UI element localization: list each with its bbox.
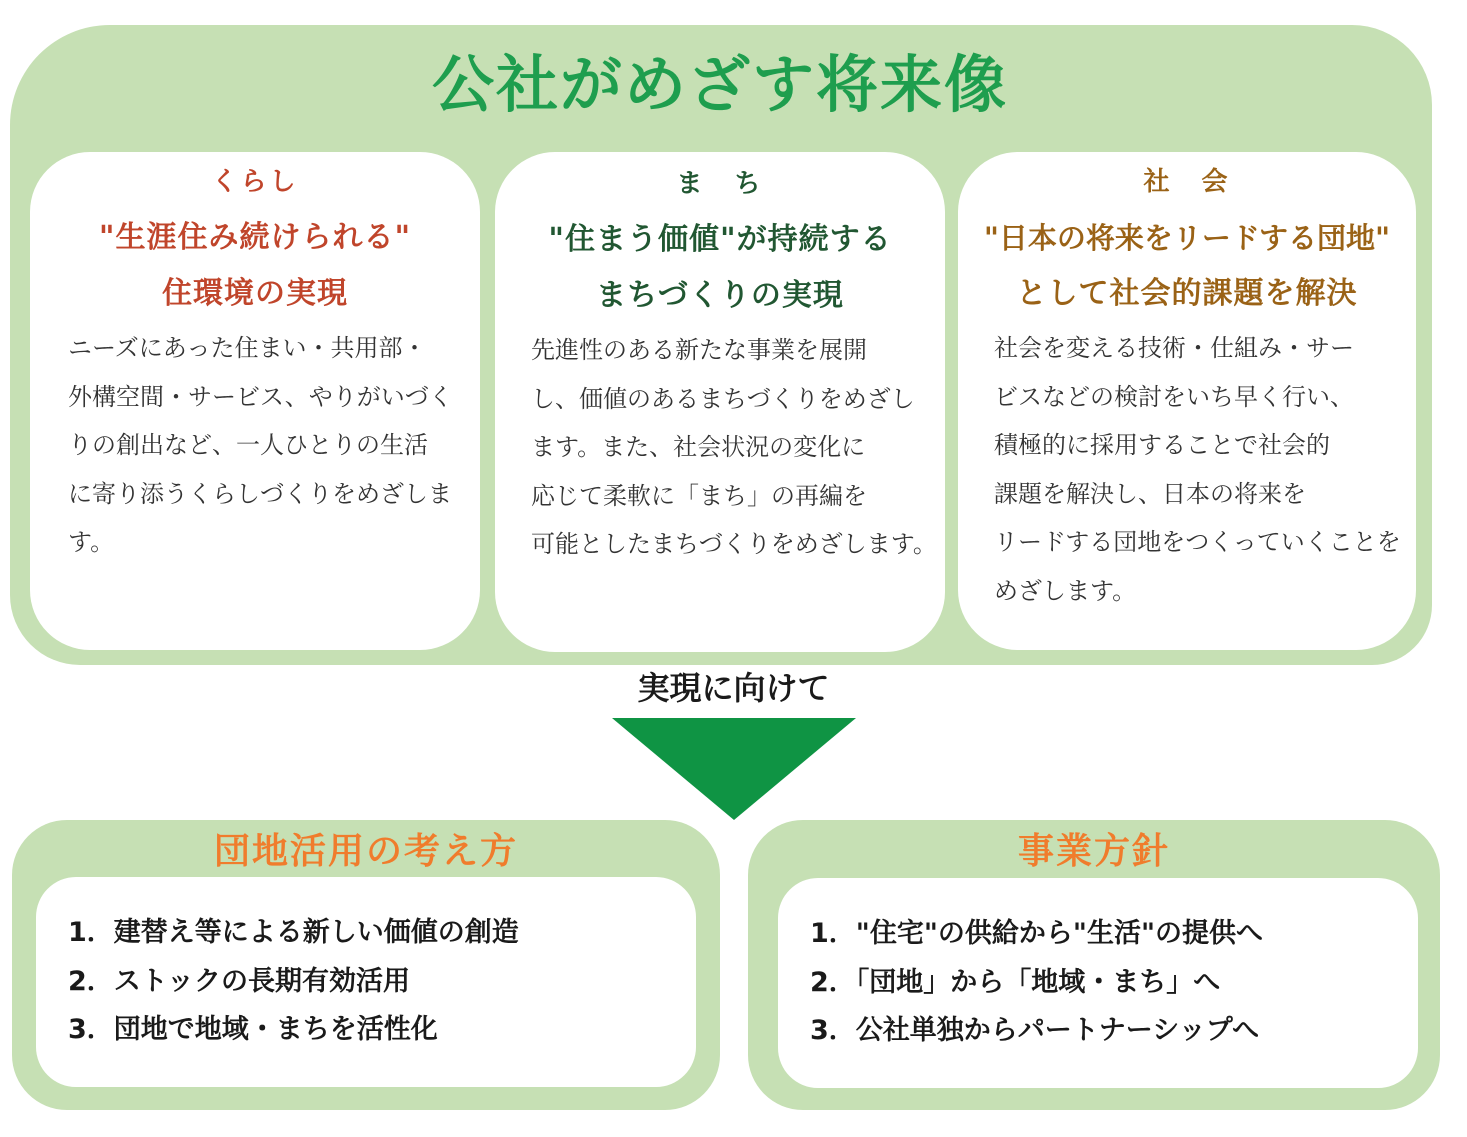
- policy-list: [68, 909, 519, 1055]
- card-body-line: めざします。: [994, 576, 1137, 605]
- card-body-line: に寄り添うくらしづくりをめざします。: [68, 479, 452, 556]
- panel-content: [36, 877, 696, 1087]
- list-item: 3．公社単独からパートナーシップへ: [810, 1015, 1260, 1046]
- business-policy-panel: [748, 820, 1440, 1110]
- card-heading-line2: として社会的課題を解決: [1016, 276, 1358, 311]
- card-category: 社 会: [1143, 167, 1231, 197]
- card-body-line: 課題を解決し、日本の将来を: [994, 479, 1306, 508]
- card-body-line: りの創出など、一人ひとりの生活: [68, 431, 428, 459]
- card-body-line: 可能としたまちづくりをめざします。: [531, 530, 937, 558]
- card-machi: [495, 152, 945, 652]
- list-item: 1．"住宅"の供給から"生活"の提供へ: [810, 918, 1264, 949]
- card-body-line: 先進性のある新たな事業を展開: [531, 336, 867, 364]
- card-body-line: ニーズにあった住まい・共用部・: [68, 334, 427, 362]
- card-body-line: 社会を変える技術・仕組み・サー: [994, 334, 1354, 362]
- list-item: 2．ストックの長期有効活用: [68, 965, 410, 997]
- card-body-line: 応じて柔軟に「まち」の再編を: [531, 481, 867, 510]
- list-item: 3．団地で地域・まちを活性化: [68, 1014, 438, 1045]
- card-body-line: し、価値のあるまちづくりをめざし: [531, 384, 915, 413]
- card-heading-line2: まちづくりの実現: [596, 278, 844, 313]
- list-item: 1．建替え等による新しい価値の創造: [68, 917, 519, 948]
- card-body: [495, 326, 945, 569]
- down-arrow-icon: [612, 718, 856, 820]
- panel-title: 事業方針: [1017, 831, 1170, 872]
- panel-content: [778, 878, 1418, 1088]
- card-body-line: ます。また、社会状況の変化に: [531, 433, 866, 461]
- danchi-policy-panel: [12, 820, 720, 1110]
- card-shakai: [958, 152, 1416, 650]
- card-heading-line1: "生涯住み続けられる": [98, 220, 412, 255]
- arrow-label: 実現に向けて: [637, 669, 830, 707]
- card-heading-line2: 住環境の実現: [162, 276, 348, 311]
- card-heading-line1: "住まう価値"が持続する: [548, 222, 892, 257]
- card-body: [958, 324, 1416, 615]
- card-body-line: 積極的に採用することで社会的: [994, 431, 1330, 459]
- card-category: ま ち: [676, 169, 764, 199]
- card-heading-line1: "日本の将来をリードする団地": [983, 221, 1391, 255]
- card-body-line: 外構空間・サービス、やりがいづく: [68, 382, 453, 411]
- card-body-line: リードする団地をつくっていくことを: [994, 528, 1401, 556]
- card-kurashi: [30, 152, 480, 650]
- list-item: 2．「団地」から「地域・まち」へ: [810, 966, 1221, 998]
- policy-list: [810, 910, 1263, 1056]
- card-category: くらし: [211, 167, 299, 197]
- panel-title: 団地活用の考え方: [213, 831, 518, 872]
- card-body-line: ビスなどの検討をいち早く行い、: [994, 382, 1354, 411]
- main-title: 公社がめざす将来像: [431, 48, 1008, 121]
- card-body: [30, 324, 480, 567]
